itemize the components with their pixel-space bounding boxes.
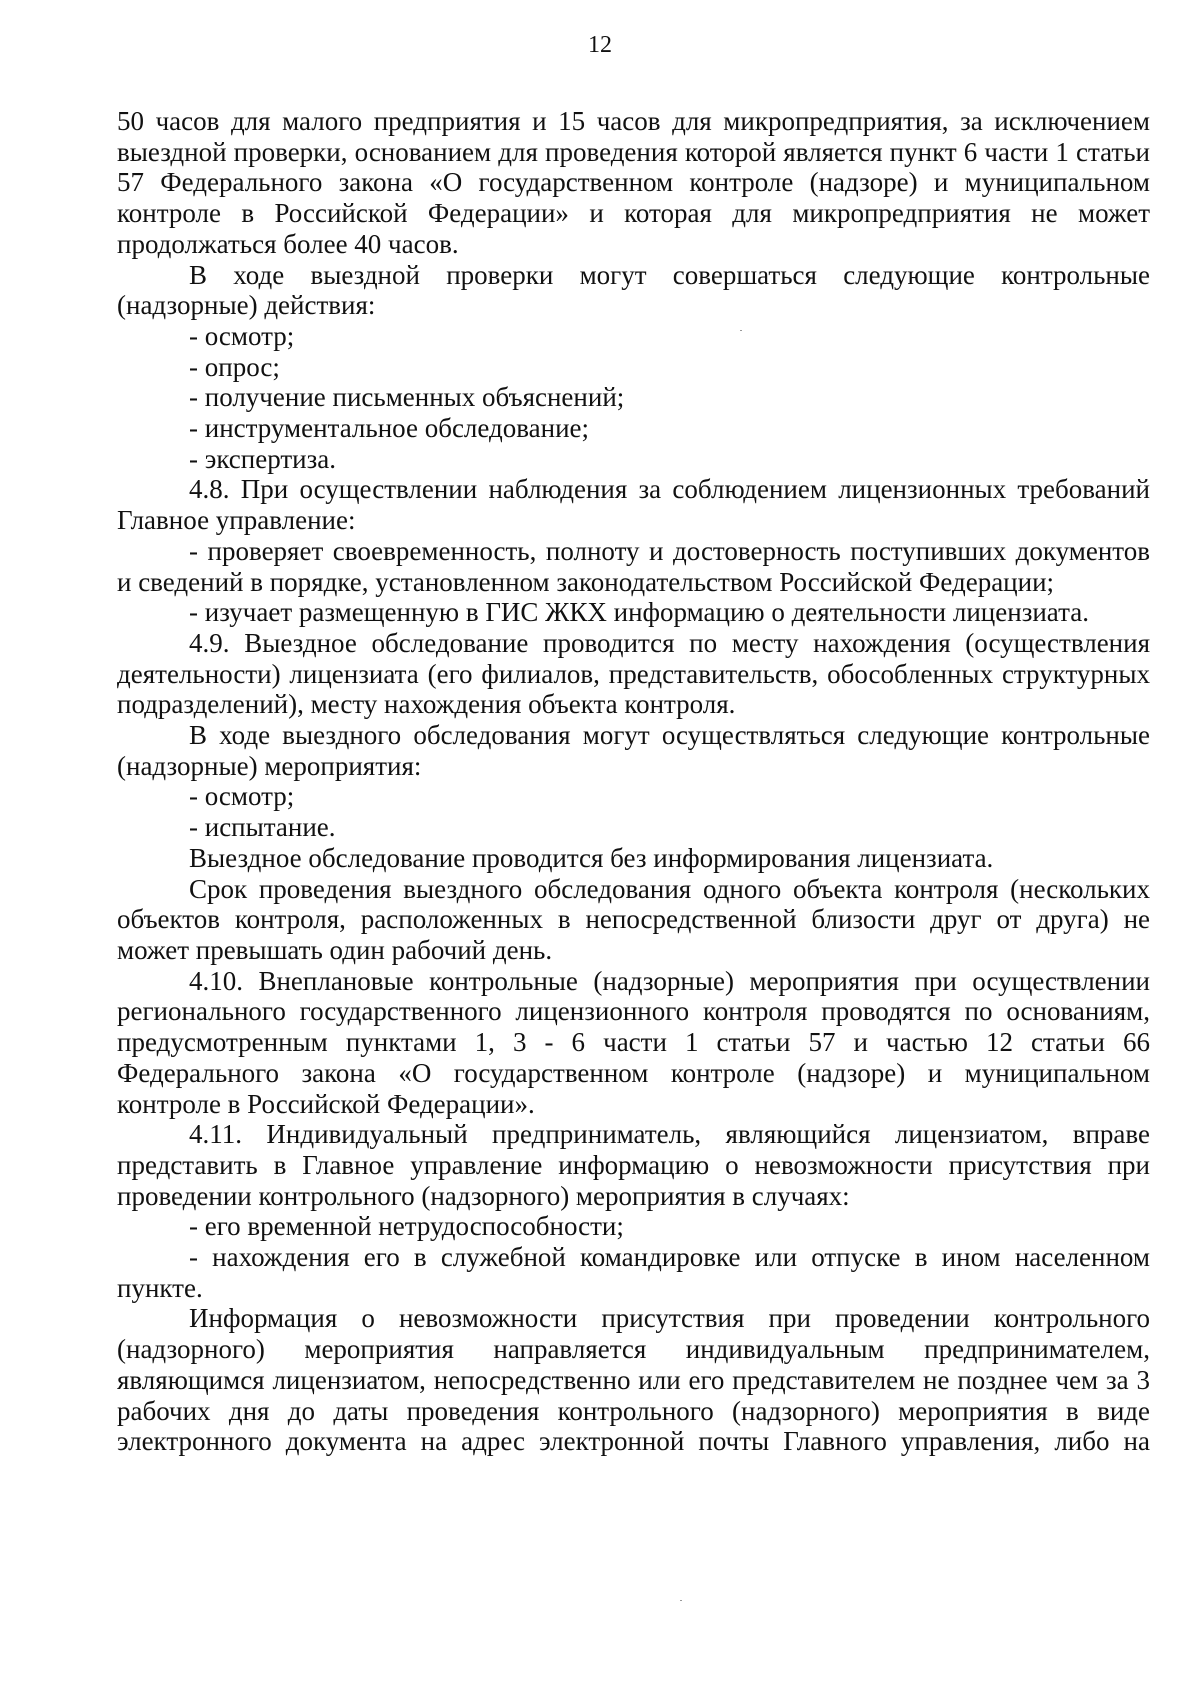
paragraph: Выездное обследование проводится без информирования лицензиата. <box>189 842 994 873</box>
list-item: - экспертиза. <box>189 443 336 474</box>
list-item: - проверяет своевременность, полноту и достоверность поступивших документов и сведений в порядке, установленном законодательством Российской Федерации; <box>117 535 1150 597</box>
list-item: - изучает размещенную в ГИС ЖКХ информацию о деятельности лицензиата. <box>189 597 1089 628</box>
document-body <box>117 106 1150 1457</box>
list-item: - инструментальное обследование; <box>189 413 590 444</box>
scan-speck <box>740 330 742 331</box>
scan-speck <box>680 1600 682 1601</box>
list-item: - нахождения его в служебной командировке или отпуске в ином населенном пункте. <box>117 1242 1150 1303</box>
paragraph: Информация о невозможности присутствия при проведении контрольного (надзорного) мероприятия направляется индивидуальным предпринимателем, являющимся лицензиатом, непосредственно или его представителем не позднее чем за 3 рабочих дня до даты проведения контрольного (надзорного) мероприятия в виде электронного документа на адрес электронной почты Главного управления, либо на <box>117 1303 1150 1457</box>
list-item: - осмотр; <box>189 781 295 812</box>
paragraph: В ходе выездной проверки могут совершаться следующие контрольные (надзорные) действия: <box>117 259 1150 321</box>
list-item: - опрос; <box>189 351 280 382</box>
list-item: - получение письменных объяснений; <box>189 382 625 413</box>
page-number: 12 <box>588 32 612 58</box>
paragraph: 4.10. Внеплановые контрольные (надзорные) мероприятия при осуществлении регионального государственного лицензионного контроля проводятся по основаниям, предусмотренным пунктами 1, 3 - 6 части 1 статьи 57 и частью 12 статьи 66 Федерального закона «О государственном контроле (надзоре) и муниципальном контроле в Российской Федерации». <box>117 965 1150 1119</box>
list-item: - его временной нетрудоспособности; <box>189 1211 624 1242</box>
paragraph: 4.8. При осуществлении наблюдения за соблюдением лицензионных требований Главное управление: <box>117 474 1150 536</box>
paragraph: 50 часов для малого предприятия и 15 часов для микропредприятия, за исключением выездной проверки, основанием для проведения которой является пункт 6 части 1 статьи 57 Федерального закона «О государственном контроле (надзоре) и муниципальном контроле в Российской Федерации» и которая для микропредприятия не может продолжаться более 40 часов. <box>117 106 1150 259</box>
paragraph: Срок проведения выездного обследования одного объекта контроля (нескольких объектов контроля, расположенных в непосредственной близости друг от друга) не может превышать один рабочий день. <box>117 873 1150 965</box>
paragraph: В ходе выездного обследования могут осуществляться следующие контрольные (надзорные) мероприятия: <box>117 720 1150 781</box>
list-item: - осмотр; <box>189 320 295 351</box>
list-item: - испытание. <box>189 812 336 843</box>
paragraph: 4.11. Индивидуальный предприниматель, являющийся лицензиатом, вправе представить в Главное управление информацию о невозможности присутствия при проведении контрольного (надзорного) мероприятия в случаях: <box>117 1119 1150 1211</box>
paragraph: 4.9. Выездное обследование проводится по месту нахождения (осуществления деятельности) лицензиата (его филиалов, представительств, обособленных структурных подразделений), месту нахождения объекта контроля. <box>117 627 1150 720</box>
